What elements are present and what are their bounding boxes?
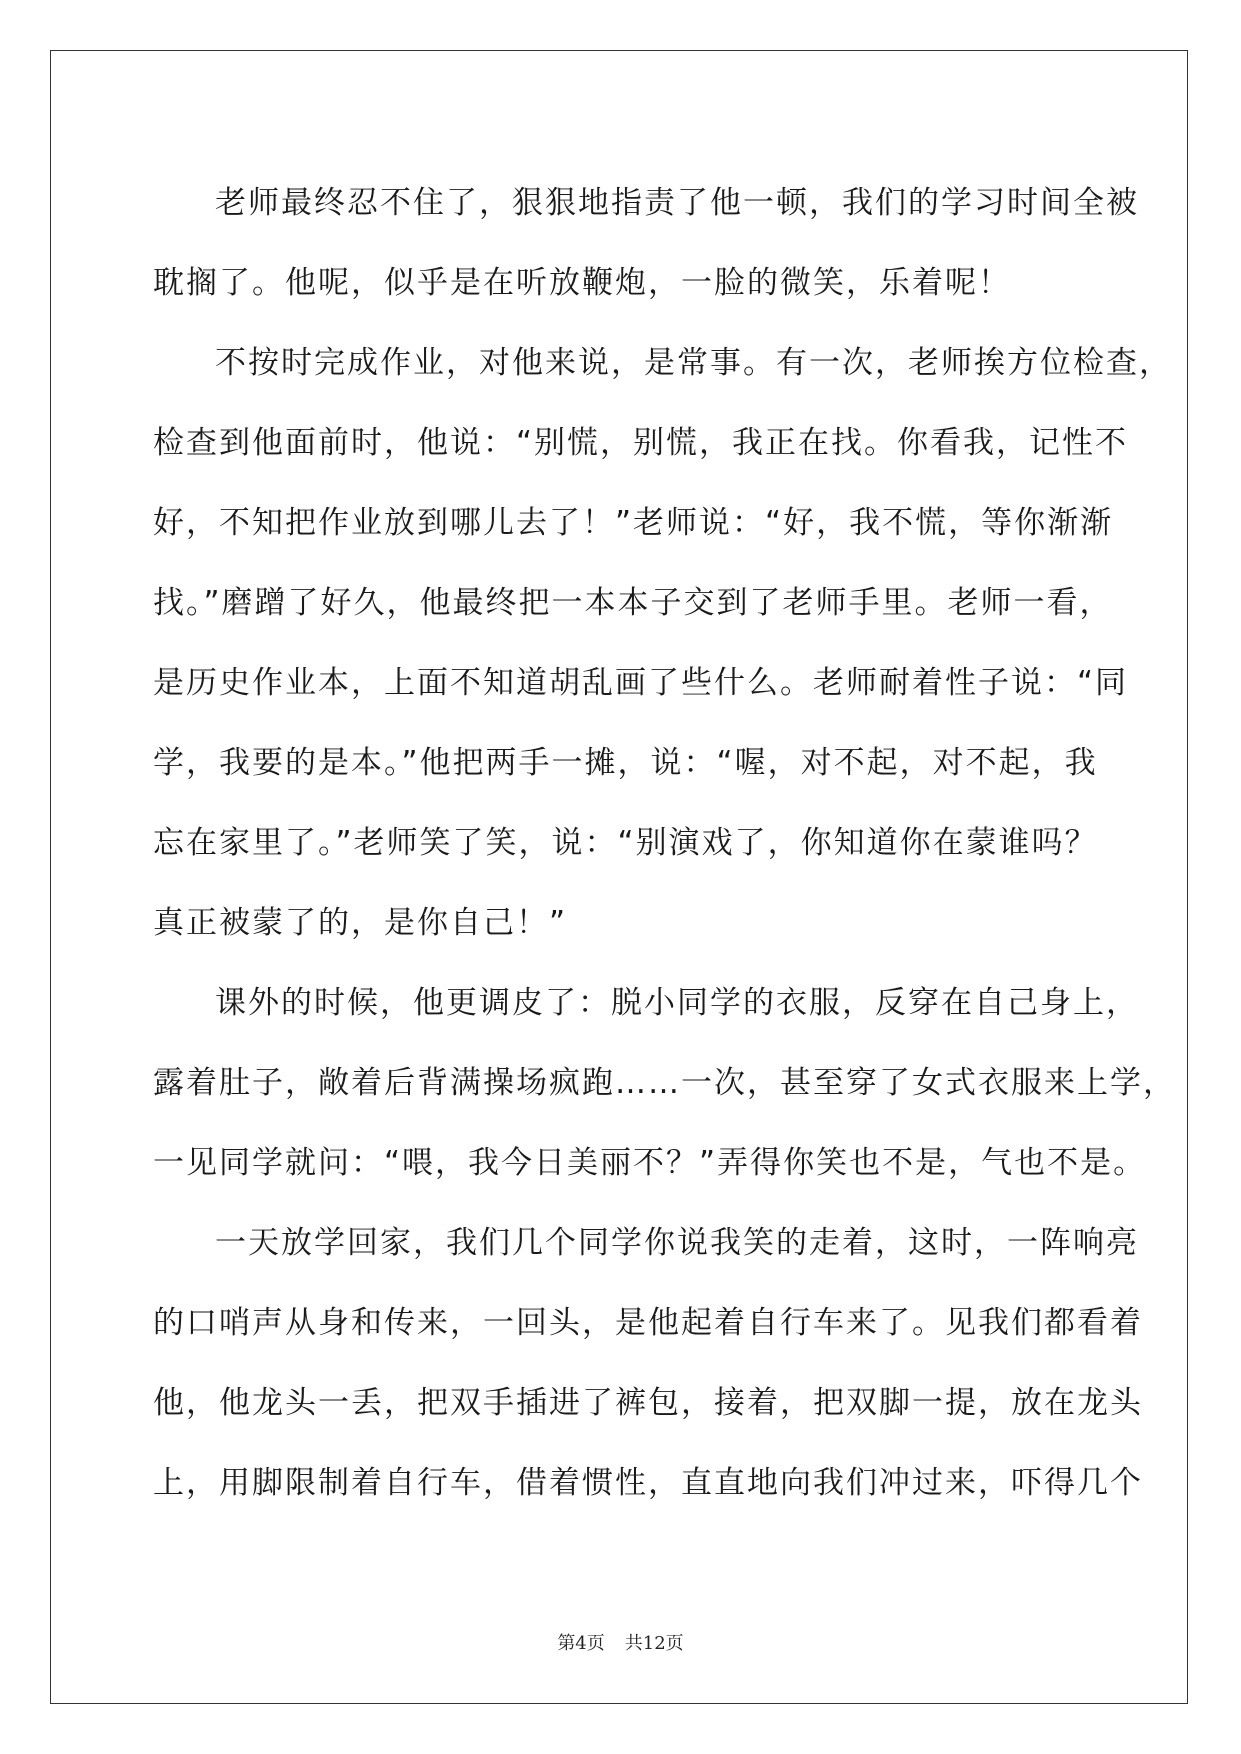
paragraph-line: 露着肚子，敞着后背满操场疯跑……一次，甚至穿了女式衣服来上学， xyxy=(153,1065,1176,1101)
paragraph-line: 不按时完成作业，对他来说，是常事。有一次，老师挨方位检查， xyxy=(215,345,1172,381)
paragraph-line: 老师最终忍不住了，狠狠地指责了他一顿，我们的学习时间全被 xyxy=(215,185,1139,221)
paragraph-line: 忘在家里了。”老师笑了笑，说：“别演戏了，你知道你在蒙谁吗？ xyxy=(153,825,1098,861)
document-body xyxy=(153,163,1176,1523)
paragraph-line: 一见同学就问：“喂，我今日美丽不？”弄得你笑也不是，气也不是。 xyxy=(153,1145,1147,1181)
paragraph-line: 是历史作业本，上面不知道胡乱画了些什么。老师耐着性子说：“同 xyxy=(153,665,1129,701)
paragraph-line: 耽搁了。他呢，似乎是在听放鞭炮，一脸的微笑，乐着呢！ xyxy=(153,265,1011,301)
page-footer xyxy=(0,1629,1241,1655)
paragraph-line: 真正被蒙了的，是你自己！” xyxy=(153,905,568,941)
paragraph-line: 学，我要的是本。”他把两手一摊，说：“喔，对不起，对不起，我 xyxy=(153,745,1098,781)
page-total: 共12页 xyxy=(624,1633,684,1654)
paragraph-line: 检查到他面前时，他说：“别慌，别慌，我正在找。你看我，记性不 xyxy=(153,425,1129,461)
paragraph-line: 好，不知把作业放到哪儿去了！”老师说：“好，我不慌，等你渐渐 xyxy=(153,505,1114,541)
paragraph-line: 课外的时候，他更调皮了：脱小同学的衣服，反穿在自己身上， xyxy=(215,985,1139,1021)
paragraph-line: 一天放学回家，我们几个同学你说我笑的走着，这时，一阵响亮 xyxy=(215,1225,1139,1261)
paragraph-line: 的口哨声从身和传来，一回头，是他起着自行车来了。见我们都看着 xyxy=(153,1305,1143,1341)
paragraph-line: 上，用脚限制着自行车，借着惯性，直直地向我们冲过来，吓得几个 xyxy=(153,1465,1143,1501)
paragraph-line: 找。”磨蹭了好久，他最终把一本本子交到了老师手里。老师一看， xyxy=(153,585,1113,621)
page-number: 第4页 xyxy=(557,1633,605,1654)
paragraph-line: 他，他龙头一丢，把双手插进了裤包，接着，把双脚一提，放在龙头 xyxy=(153,1385,1143,1421)
